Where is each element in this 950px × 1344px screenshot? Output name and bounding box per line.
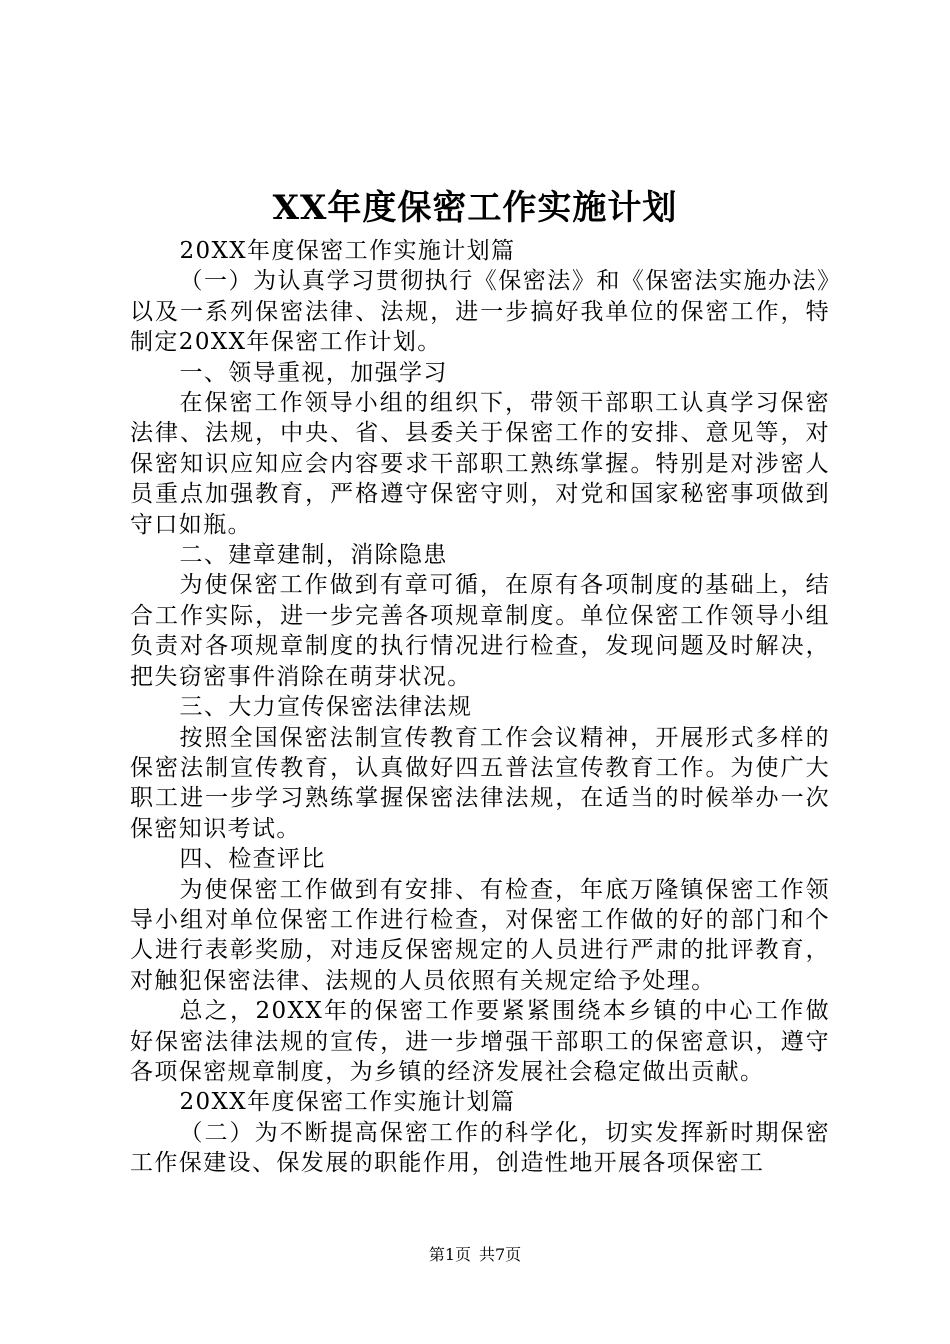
section-heading: 一、领导重视，加强学习 <box>179 359 448 386</box>
page-number: 第1页 <box>428 1245 471 1264</box>
body-paragraph: 为使保密工作做到有章可循，在原有各项制度的基础上，结合工作实际，进一步完善各项规章制度。单位保密工作领导小组负责对各项规章制度的执行情况进行检查，发现问题及时解决，把失窃密事件消除在萌芽状况。 <box>130 572 830 690</box>
page-footer <box>0 1243 950 1267</box>
body-paragraph: 在保密工作领导小组的组织下，带领干部职工认真学习保密法律、法规，中央、省、县委关于保密工作的安排、意见等，对保密知识应知应会内容要求干部职工熟练掌握。特别是对涉密人员重点加强教育，严格遵守保密守则，对党和国家秘密事项做到守口如瓶。 <box>130 390 830 538</box>
body-paragraph: 为使保密工作做到有安排、有检查，年底万隆镇保密工作领导小组对单位保密工作进行检查，对保密工作做的好的部门和个人进行表彰奖励，对违反保密规定的人员进行严肃的批评教育，对触犯保密法律、法规的人员依照有关规定给予处理。 <box>130 876 830 994</box>
document-body <box>130 236 830 1179</box>
body-paragraph: （一）为认真学习贯彻执行《保密法》和《保密法实施办法》以及一系列保密法律、法规，进一步搞好我单位的保密工作，特制定20XX年保密工作计划。 <box>130 268 830 356</box>
section-heading: 三、大力宣传保密法律法规 <box>179 694 473 721</box>
document-title: XX年度保密工作实施计划 <box>272 188 678 228</box>
section-heading: 20XX年度保密工作实施计划篇 <box>179 238 516 264</box>
body-paragraph: 按照全国保密法制宣传教育工作会议精神，开展形式多样的保密法制宣传教育，认真做好四五普法宣传教育工作。为使广大职工进一步学习熟练掌握保密法律法规，在适当的时候举办一次保密知识考试。 <box>130 724 830 842</box>
body-paragraph: 总之，20XX年的保密工作要紧紧围绕本乡镇的中心工作做好保密法律法规的宣传，进一步增强干部职工的保密意识，遵守各项保密规章制度，为乡镇的经济发展社会稳定做出贡献。 <box>130 998 830 1085</box>
body-paragraph: （二）为不断提高保密工作的科学化，切实发挥新时期保密工作保建设、保发展的职能作用，创造性地开展各项保密工 <box>130 1119 830 1177</box>
section-heading: 20XX年度保密工作实施计划篇 <box>179 1089 516 1116</box>
page-total: 共7页 <box>479 1245 522 1264</box>
section-heading: 二、建章建制，消除隐患 <box>179 542 448 569</box>
section-heading: 四、检查评比 <box>179 846 326 873</box>
